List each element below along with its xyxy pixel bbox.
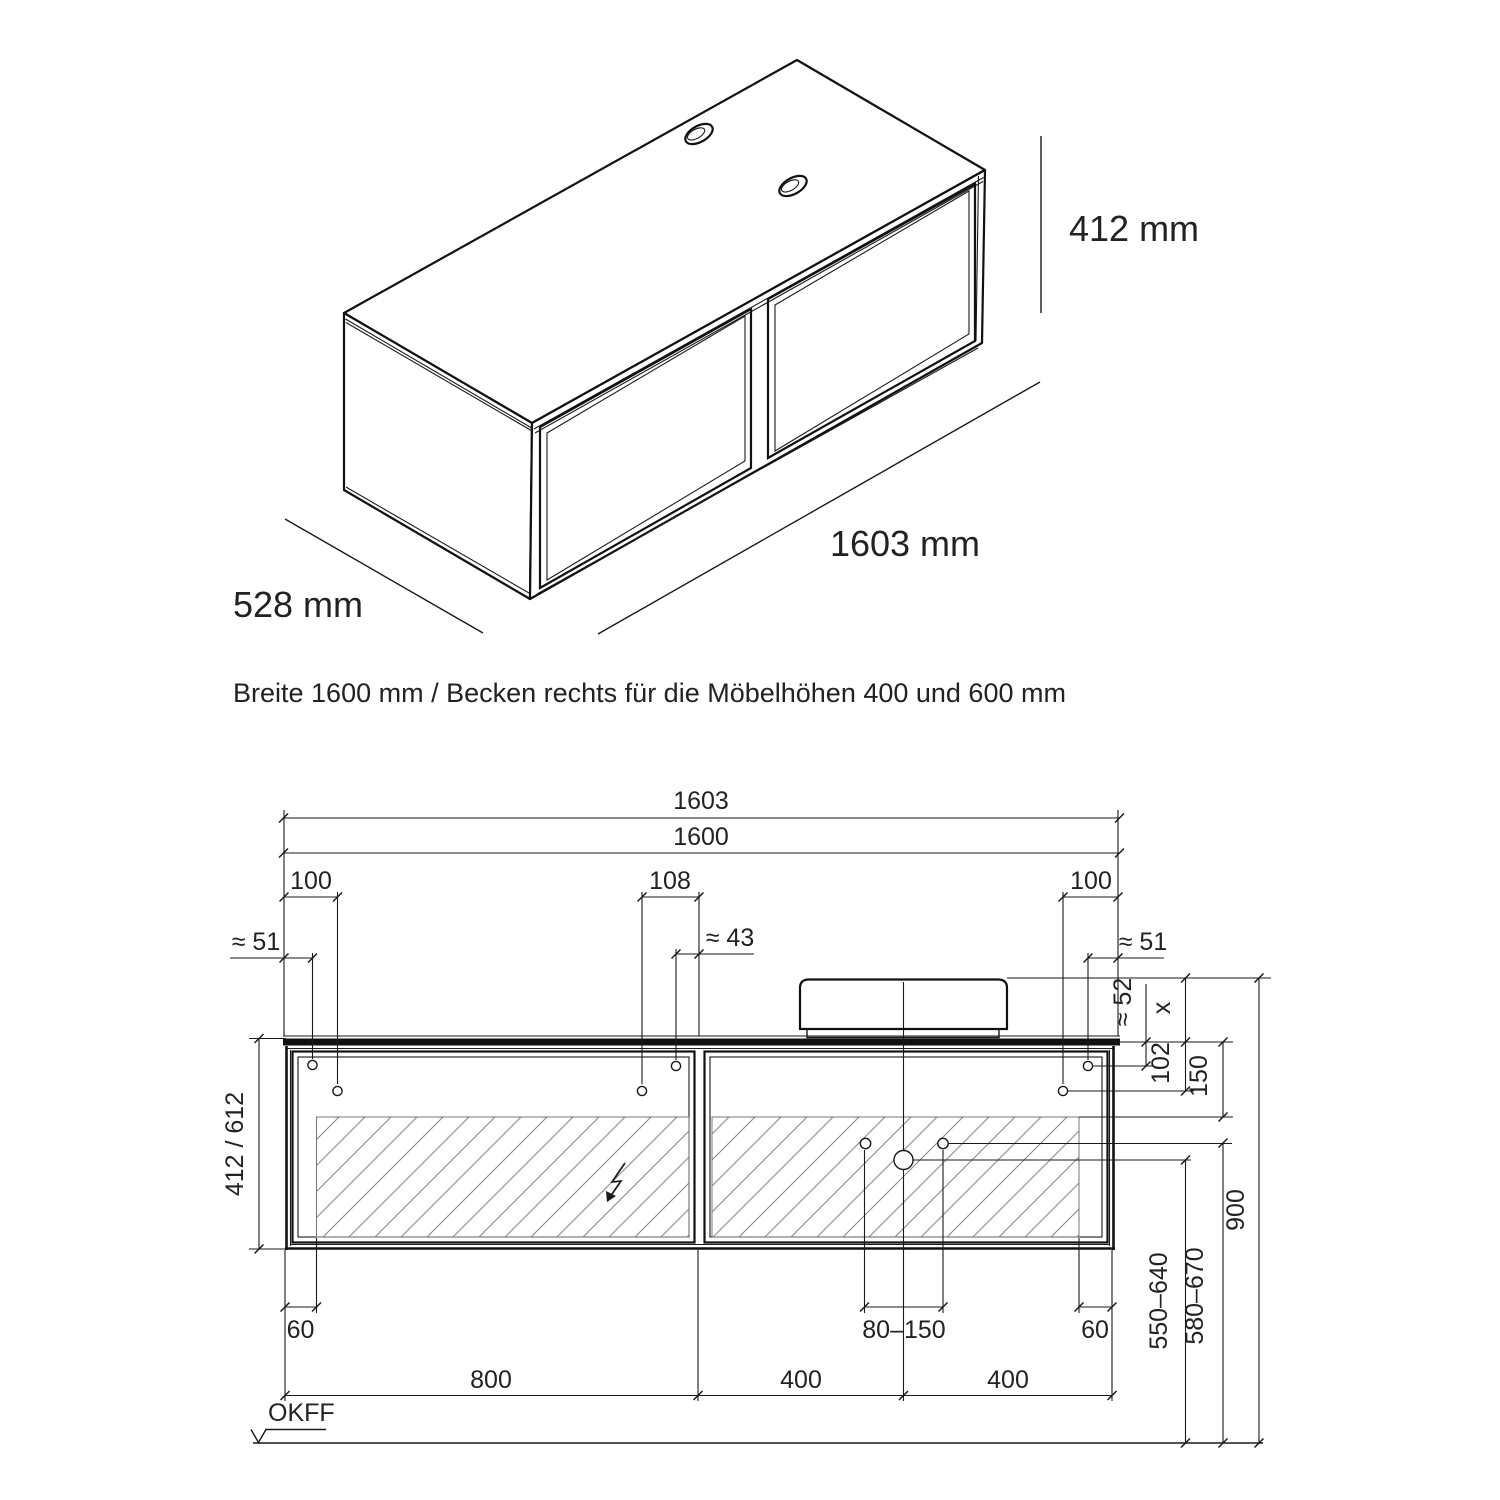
label-100-right: 100 <box>1070 867 1112 895</box>
mounting-hole <box>637 1086 646 1095</box>
label-108: 108 <box>649 867 691 895</box>
clearance-hatch-left <box>317 1117 690 1237</box>
label-150: 150 <box>1185 1055 1213 1097</box>
floor-reference <box>251 1399 1263 1443</box>
drain-hole <box>894 1151 913 1170</box>
iso-depth-label: 528 mm <box>232 584 364 625</box>
iso-view <box>233 60 1199 634</box>
label-580-670: 580–670 <box>1181 1247 1209 1345</box>
valve-hole <box>860 1138 870 1148</box>
mounting-hole <box>308 1060 317 1069</box>
label-900: 900 <box>1222 1189 1250 1231</box>
okff-label: OKFF <box>268 1399 335 1427</box>
label-x: x <box>1148 1001 1176 1015</box>
label-60-left: 60 <box>286 1316 315 1344</box>
caption: Breite 1600 mm / Becken rechts für die Möbelhöhen 400 und 600 mm <box>233 678 1066 708</box>
label-51-left: ≈ 51 <box>231 928 281 956</box>
label-80-150: 80–150 <box>862 1316 946 1344</box>
extension-lines <box>249 810 1271 1401</box>
iso-height-label: 412 mm <box>1069 208 1200 249</box>
label-1603: 1603 <box>673 787 729 815</box>
iso-width-label: 1603 mm <box>829 523 981 564</box>
level-mark-icon <box>251 1430 266 1443</box>
label-102: 102 <box>1147 1042 1175 1084</box>
label-1600: 1600 <box>673 823 729 851</box>
label-43: ≈ 43 <box>705 924 755 952</box>
mounting-hole <box>333 1086 342 1095</box>
mounting-hole <box>1058 1086 1067 1095</box>
label-800: 800 <box>470 1366 512 1394</box>
mounting-hole <box>671 1061 680 1070</box>
valve-hole <box>938 1138 948 1148</box>
clearance-hatch-right <box>712 1117 1079 1237</box>
elevation-view <box>221 787 1271 1448</box>
label-51-right: ≈ 51 <box>1118 928 1168 956</box>
label-52: ≈ 52 <box>1109 977 1137 1027</box>
label-60-right: 60 <box>1081 1316 1109 1344</box>
label-412-612: 412 / 612 <box>221 1091 249 1197</box>
mounting-holes <box>308 1060 1093 1095</box>
label-100-left: 100 <box>290 867 332 895</box>
mounting-hole <box>1083 1061 1092 1070</box>
label-550-640: 550–640 <box>1145 1252 1173 1350</box>
label-400-right: 400 <box>987 1366 1029 1394</box>
label-400-mid: 400 <box>780 1366 822 1394</box>
